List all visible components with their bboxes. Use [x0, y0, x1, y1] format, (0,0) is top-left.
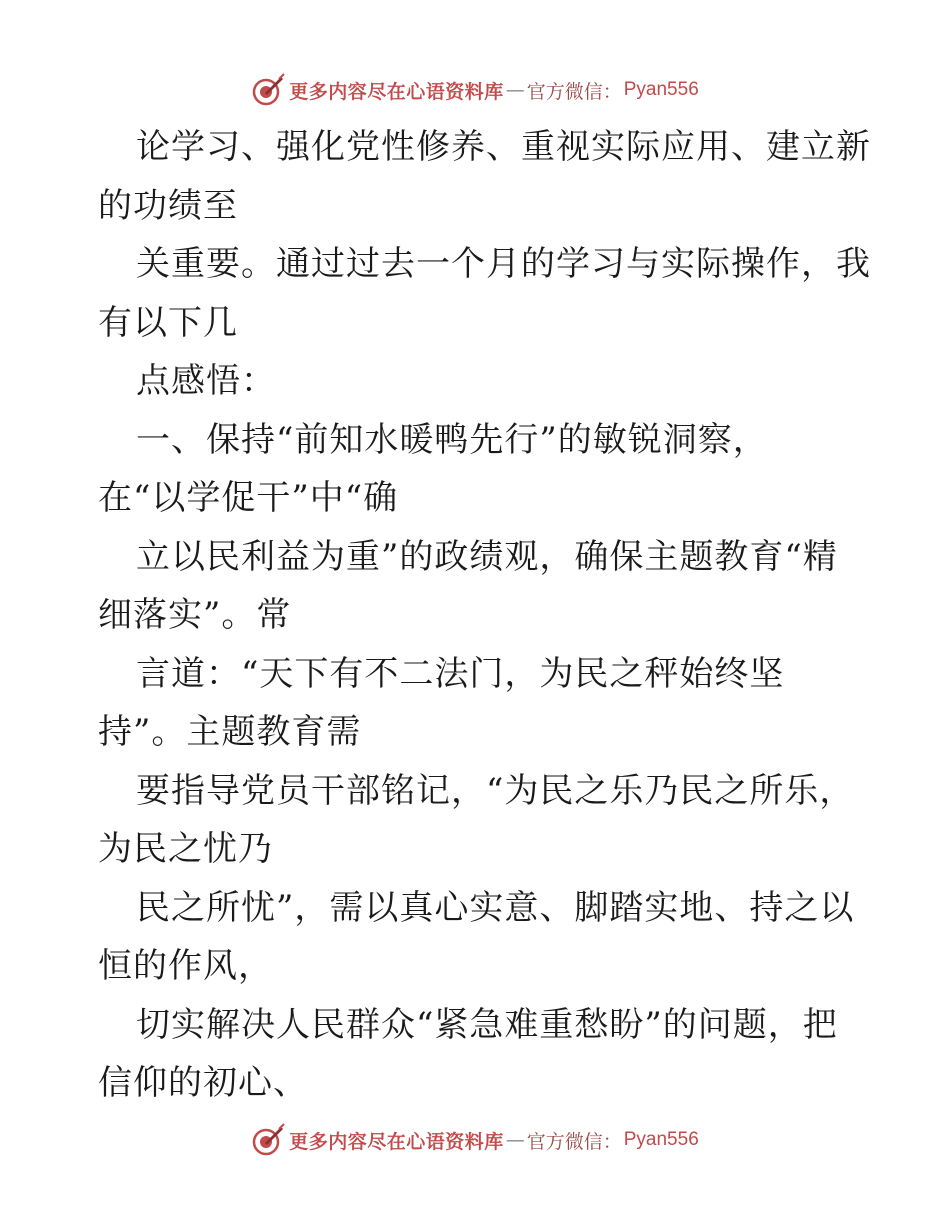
text-line: 要指导党员干部铭记，“为民之乐乃民之所乐，: [136, 770, 855, 811]
wechat-label: 官方微信：: [526, 80, 622, 103]
text-line: 在“以学促干”中“确: [98, 478, 399, 518]
text-line: 的功绩至: [98, 185, 238, 226]
wechat-label: 官方微信：: [526, 1130, 622, 1153]
header-watermark-banner: [0, 70, 950, 110]
banner-separator: —: [505, 1129, 525, 1151]
text-line: 恒的作风，: [98, 946, 273, 986]
text-line: 立以民利益为重”的政绩观，确保主题教育“精: [136, 536, 838, 577]
banner-separator: —: [505, 79, 525, 101]
text-line: 一、保持“前知水暖鸭先行”的敏锐洞察，: [136, 419, 768, 460]
quill-logo-icon: [251, 73, 285, 107]
quill-logo-icon: [251, 1123, 285, 1157]
text-line: 切实解决人民群众“紧急难重愁盼”的问题，把: [136, 1004, 838, 1045]
text-line: 关重要。通过过去一个月的学习与实际操作，我: [136, 244, 871, 284]
text-line: 为民之忧乃: [98, 829, 273, 869]
text-line: 言道：“天下有不二法门，为民之秤始终坚: [136, 653, 785, 694]
brand-name: 更多内容尽在心语资料库: [289, 80, 504, 103]
document-body: [0, 118, 950, 1113]
wechat-id: Pyan556: [623, 1129, 699, 1150]
text-line: 点感悟：: [136, 361, 276, 401]
text-line: 信仰的初心、: [98, 1063, 308, 1103]
text-line: 民之所忧”，需以真心实意、脚踏实地、持之以: [136, 887, 855, 928]
text-line: 细落实”。常: [98, 595, 292, 635]
text-line: 论学习、强化党性修养、重视实际应用、建立新: [136, 127, 871, 167]
text-line: 有以下几: [98, 302, 238, 343]
wechat-id: Pyan556: [623, 79, 699, 100]
text-line: 持”。主题教育需: [98, 712, 362, 752]
footer-watermark-banner: [0, 1120, 950, 1160]
brand-name: 更多内容尽在心语资料库: [289, 1130, 504, 1153]
